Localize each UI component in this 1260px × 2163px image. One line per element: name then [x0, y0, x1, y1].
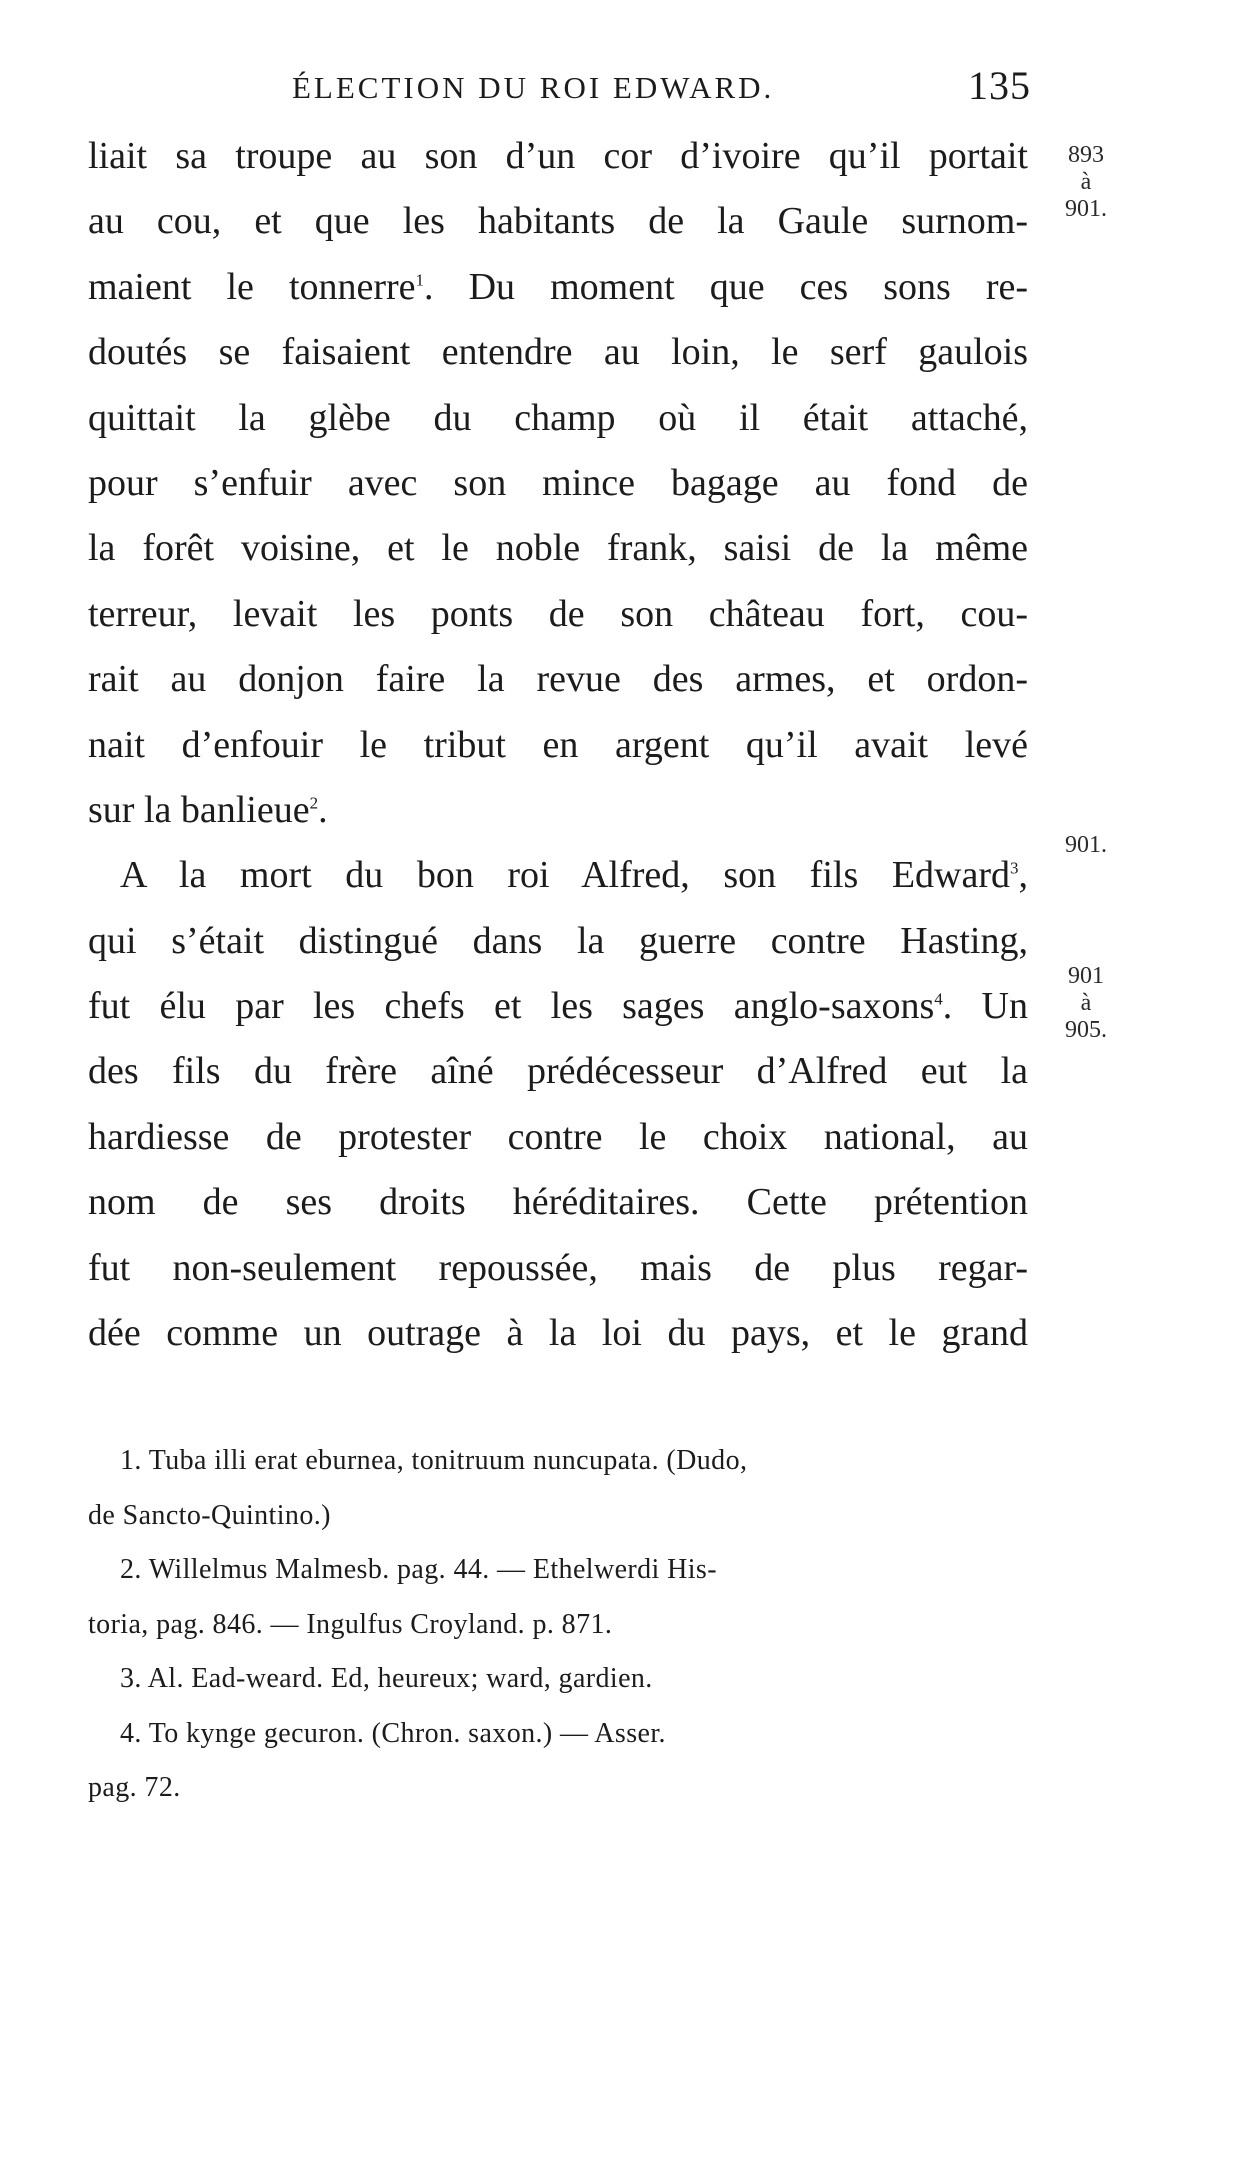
margin-date-start: 893 — [1068, 142, 1104, 168]
text-line: qui s’était distingué dans la guerre contre Hasting, — [88, 919, 1028, 962]
text-line: la forêt voisine, et le noble frank, saisi de la même — [88, 527, 1028, 570]
text-line: doutés se faisaient entendre au loin, le serf gaulois — [88, 331, 1028, 374]
text-line — [88, 255, 1028, 320]
text-segment: . — [318, 788, 328, 831]
margin-date-start: 901 — [1068, 963, 1104, 989]
margin-date-start: 901. — [1065, 832, 1107, 858]
margin-date-note — [1046, 963, 1126, 1044]
footnote-ref: 1 — [415, 270, 425, 290]
page-number: 135 — [968, 63, 1031, 108]
footnote-ref: 4 — [934, 989, 943, 1009]
footnotes — [88, 1434, 1028, 1816]
text-segment: maient le tonnerre — [88, 265, 416, 308]
footnote-line: 1. Tuba illi erat eburnea, tonitruum nuncupata. (Dudo, — [120, 1445, 748, 1476]
running-title: ÉLECTION DU ROI EDWARD. — [292, 70, 775, 105]
text-segment: . Du moment que ces sons re- — [424, 265, 1028, 308]
text-segment: . Un — [942, 985, 1028, 1028]
text-segment: A la mort du bon roi Alfred, son fils Edward — [120, 854, 1010, 897]
text-line: terreur, levait les ponts de son château fort, cou- — [88, 592, 1028, 635]
text-line: nom de ses droits héréditaires. Cette prétention — [88, 1181, 1028, 1224]
footnote-ref: 3 — [1010, 858, 1019, 878]
text-line: liait sa troupe au son d’un cor d’ivoire qu’il portait — [88, 135, 1028, 177]
margin-date-end: 901. — [1065, 196, 1107, 222]
footnote-line: de Sancto-Quintino.) — [88, 1499, 331, 1531]
text-line: pour s’enfuir avec son mince bagage au fond de — [88, 461, 1028, 504]
footnote-ref: 2 — [309, 793, 319, 813]
text-line — [88, 843, 1028, 908]
footnote-line: 3. Al. Ead-weard. Ed, heureux; ward, gardien. — [120, 1663, 653, 1694]
footnote-line: toria, pag. 846. — Ingulfus Croyland. p. 871. — [88, 1608, 613, 1640]
margin-date-note — [1046, 832, 1126, 859]
text-segment: , — [1018, 854, 1028, 897]
text-line: quittait la glèbe du champ où il était attaché, — [88, 396, 1028, 439]
footnote-line: pag. 72. — [88, 1772, 181, 1803]
footnote-line: 2. Willelmus Malmesb. pag. 44. — Ethelwerdi His- — [120, 1554, 717, 1585]
running-head — [0, 62, 1260, 122]
body-text — [88, 124, 1028, 1366]
margin-date-connector: à — [1080, 990, 1092, 1016]
text-line: dée comme un outrage à la loi du pays, et le grand — [88, 1312, 1028, 1355]
text-line: au cou, et que les habitants de la Gaule surnom- — [88, 200, 1028, 243]
text-segment: sur la banlieue — [88, 788, 310, 831]
footnote-line: 4. To kynge gecuron. (Chron. saxon.) — Asser. — [120, 1717, 666, 1749]
text-line: des fils du frère aîné prédécesseur d’Alfred eut la — [88, 1050, 1028, 1093]
text-line — [88, 778, 1028, 843]
text-line: nait d’enfouir le tribut en argent qu’il avait levé — [88, 723, 1028, 766]
text-line — [88, 974, 1028, 1039]
margin-date-note — [1046, 142, 1126, 223]
text-line: fut non-seulement repoussée, mais de plus regar- — [88, 1246, 1028, 1289]
text-segment: fut élu par les chefs et les sages anglo-saxons — [88, 985, 935, 1028]
text-line: hardiesse de protester contre le choix national, au — [88, 1115, 1028, 1158]
margin-date-connector: à — [1080, 169, 1092, 195]
text-line: rait au donjon faire la revue des armes, et ordon- — [88, 658, 1028, 701]
margin-date-end: 905. — [1065, 1017, 1107, 1043]
